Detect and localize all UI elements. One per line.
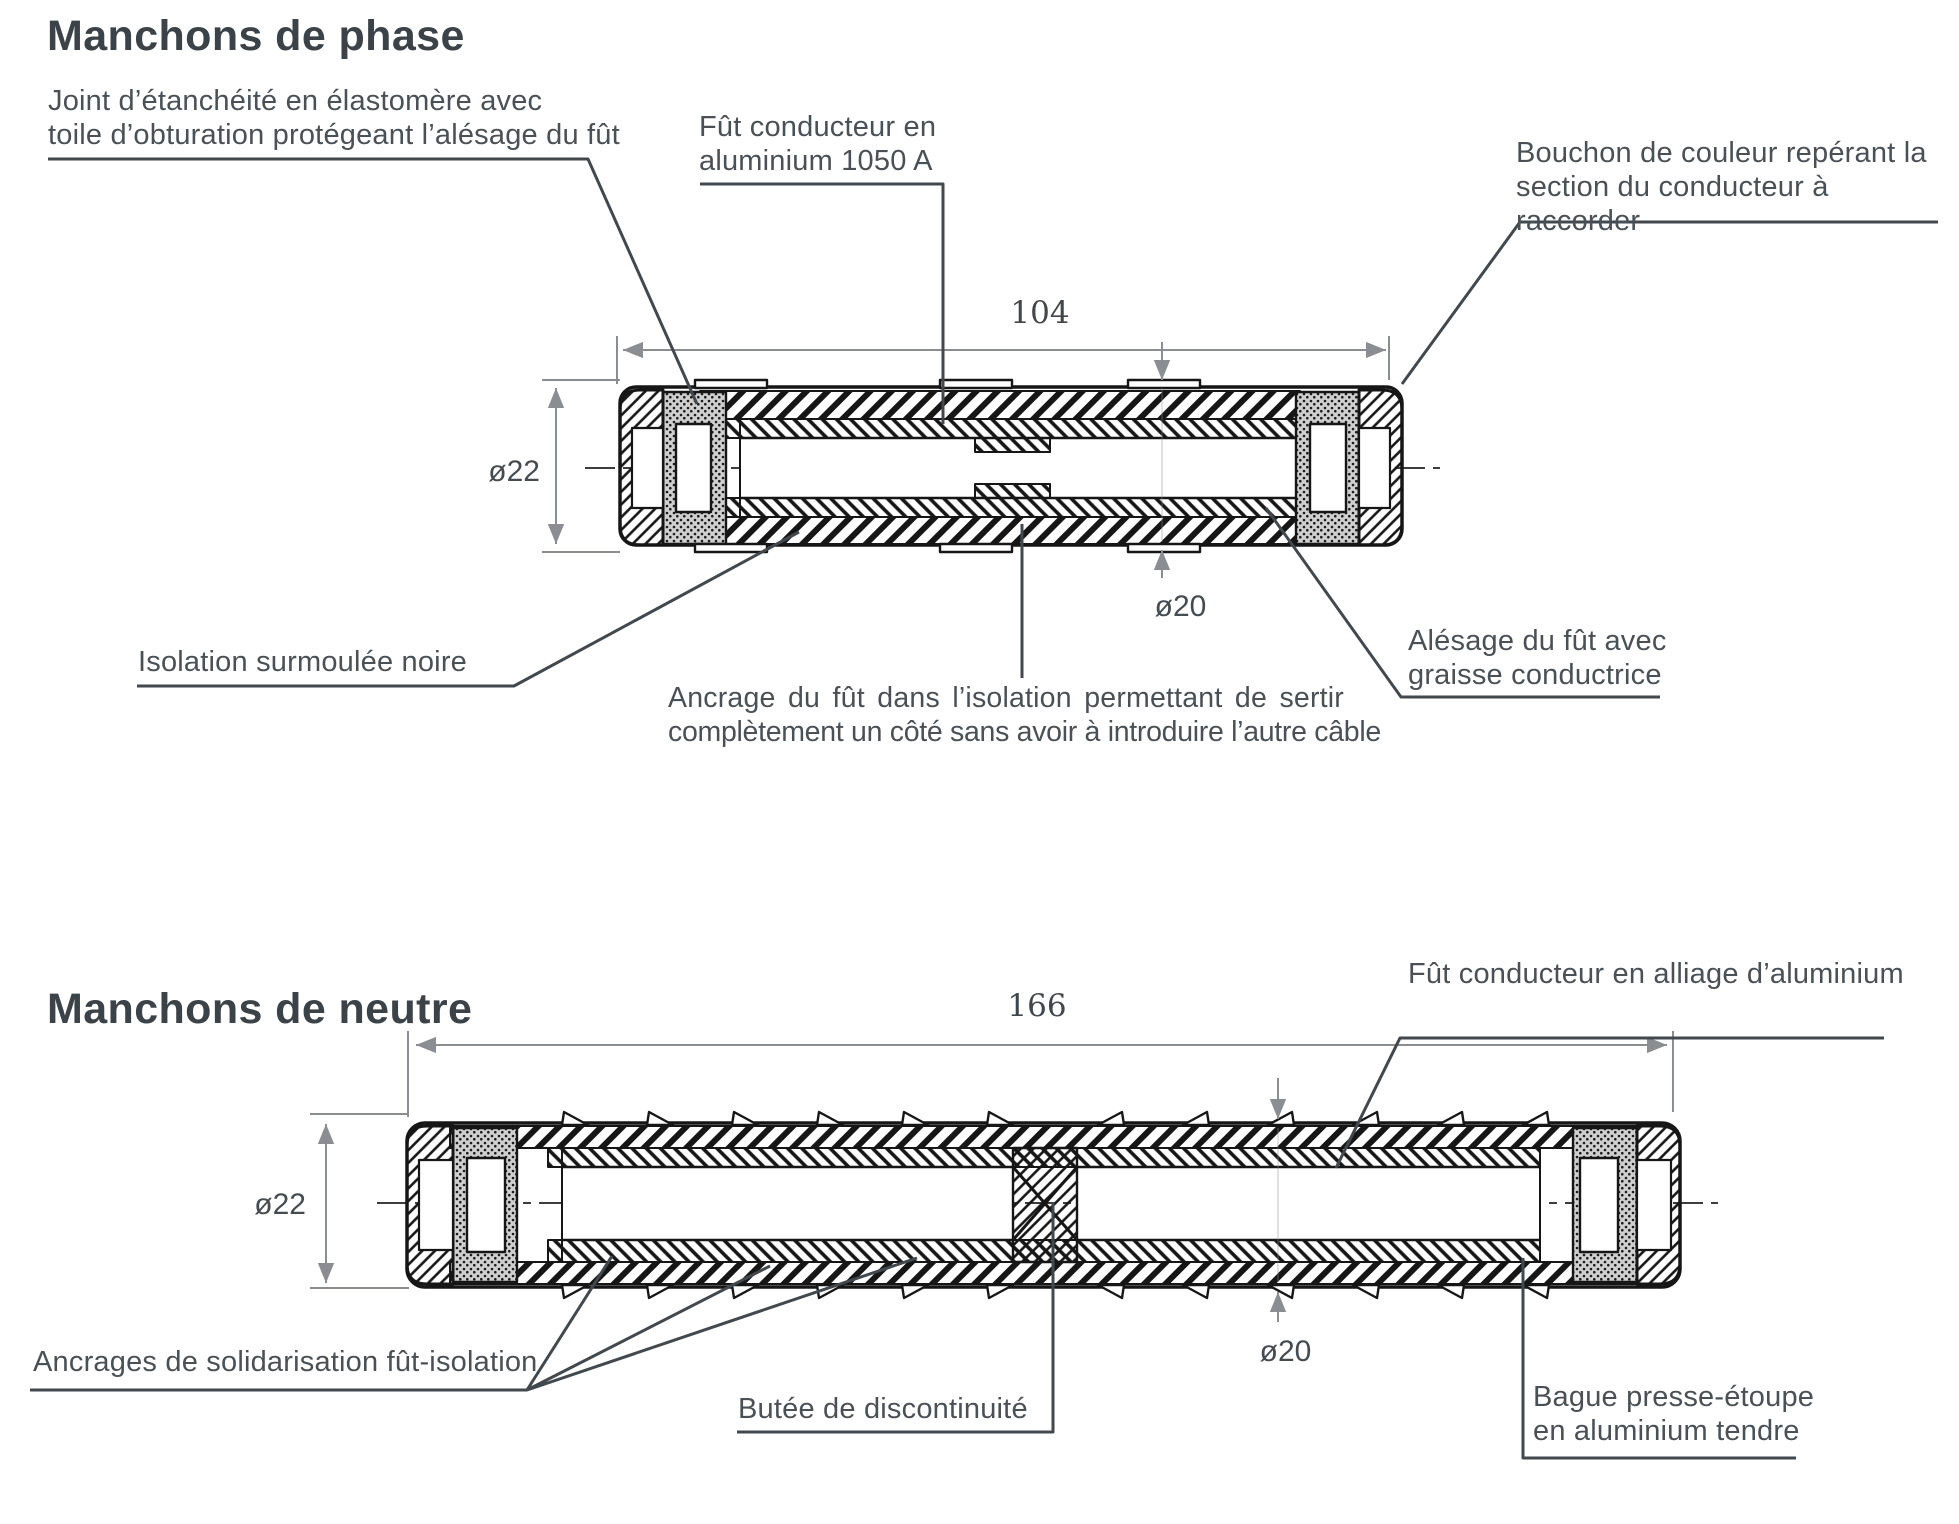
label-joint-line1: Joint d’étanchéité en élastomère avec xyxy=(48,85,543,117)
label-alesage-line1: Alésage du fût avec xyxy=(1408,625,1667,657)
leader-bouchon xyxy=(1402,222,1938,384)
phase-bore-diameter: ø20 xyxy=(1154,590,1207,623)
phase-outer-diameter: ø22 xyxy=(488,455,540,488)
label-bague-line2: en aluminium tendre xyxy=(1533,1415,1800,1448)
label-bouchon-line1: Bouchon de couleur repérant la xyxy=(1516,137,1927,169)
neutre-sleeve-drawing xyxy=(377,1112,1718,1298)
label-bouchon xyxy=(1516,136,1959,239)
neutre-right-cap xyxy=(1637,1126,1680,1284)
label-fut-neutre: Fût conducteur en alliage d’aluminium xyxy=(1408,958,1904,990)
label-bague-line1: Bague presse-étoupe xyxy=(1533,1381,1815,1413)
label-ancrage xyxy=(668,682,1381,749)
neutre-bore-diameter: ø20 xyxy=(1259,1335,1312,1368)
label-alesage-line2: graisse conductrice xyxy=(1408,659,1662,692)
phase-left-cap xyxy=(620,390,663,545)
label-bouchon-line2: section du conducteur à raccorder xyxy=(1516,171,1829,238)
neutre-outer-diameter: ø22 xyxy=(254,1188,306,1221)
label-ancrage-line2: complètement un côté sans avoir à introduire l’autre câble xyxy=(668,715,1381,748)
label-ancrages: Ancrages de solidarisation fût-isolation xyxy=(33,1346,538,1378)
phase-left-seal xyxy=(663,392,726,544)
label-fut-phase xyxy=(699,110,936,178)
phase-right-cap xyxy=(1359,390,1402,545)
label-butee: Butée de discontinuité xyxy=(738,1393,1028,1425)
label-joint-line2: toile d’obturation protégeant l’alésage du fût xyxy=(48,119,620,152)
phase-section-title: Manchons de phase xyxy=(47,12,465,60)
label-fut-phase-line1: Fût conducteur en xyxy=(699,111,937,143)
label-ancrage-line1: Ancrage du fût dans l’isolation permettant de sertir xyxy=(668,682,1344,714)
phase-length-dimension: 104 xyxy=(1010,295,1070,331)
neutre-right-seal xyxy=(1573,1128,1637,1282)
label-bague xyxy=(1533,1380,1814,1448)
phase-sleeve-drawing xyxy=(585,380,1440,552)
leader-joint xyxy=(48,159,697,404)
label-alesage xyxy=(1408,624,1667,692)
label-joint xyxy=(48,84,620,152)
neutre-left-cap xyxy=(407,1126,453,1284)
neutre-left-seal xyxy=(453,1128,517,1282)
neutre-butee xyxy=(1013,1148,1077,1262)
phase-right-seal xyxy=(1296,392,1359,544)
label-isolation: Isolation surmoulée noire xyxy=(138,646,468,678)
label-fut-phase-line2: aluminium 1050 A xyxy=(699,145,933,178)
neutre-section-title: Manchons de neutre xyxy=(47,985,473,1033)
neutre-length-dimension: 166 xyxy=(1007,988,1067,1024)
